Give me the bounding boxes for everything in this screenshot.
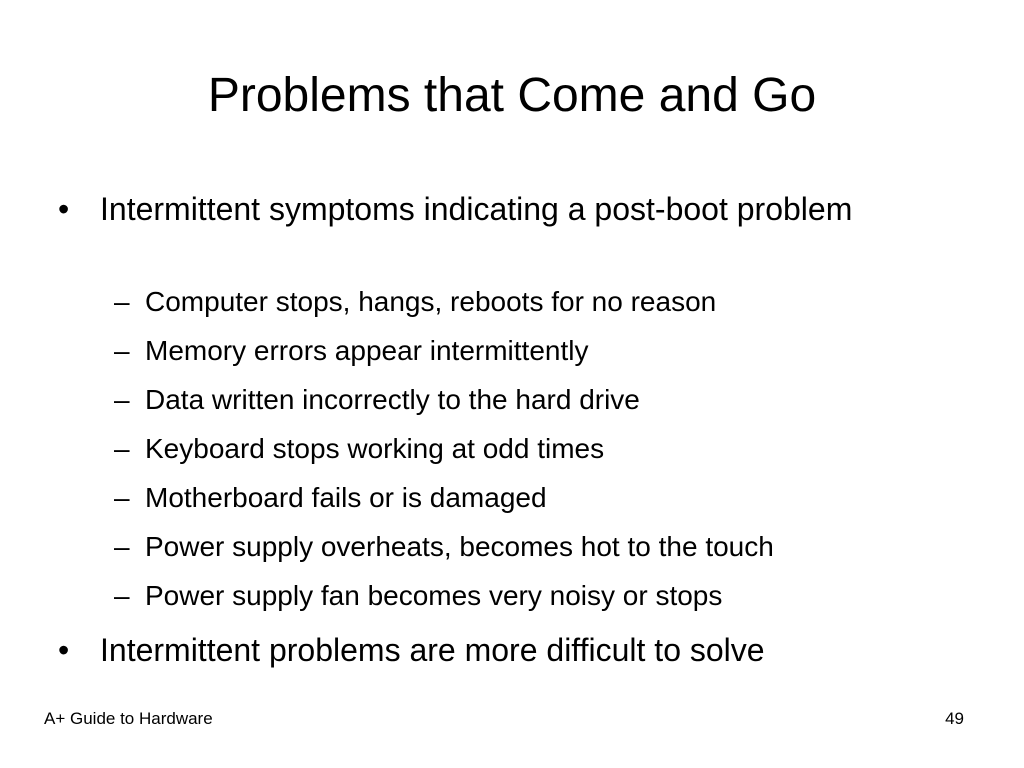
sub-bullet-item — [114, 432, 954, 466]
sub-bullet-marker: – — [114, 286, 130, 317]
bullet-item — [58, 630, 918, 670]
sub-bullet-item — [114, 579, 954, 613]
sub-bullet-text: Memory errors appear intermittently — [145, 335, 589, 366]
bullet-text: Intermittent problems are more difficult to solve — [100, 632, 765, 668]
sub-bullet-text: Power supply fan becomes very noisy or stops — [145, 580, 723, 611]
sub-bullet-text: Computer stops, hangs, reboots for no reason — [145, 286, 717, 317]
sub-bullet-marker: – — [114, 335, 130, 366]
sub-bullet-marker: – — [114, 580, 130, 611]
sub-bullet-text: Keyboard stops working at odd times — [145, 433, 605, 464]
slide-title: Problems that Come and Go — [207, 69, 817, 122]
page-number: 49 — [945, 709, 964, 728]
sub-bullet-text: Power supply overheats, becomes hot to the touch — [145, 531, 774, 562]
bullet-text: Intermittent symptoms indicating a post-boot problem — [100, 191, 853, 227]
sub-bullet-marker: – — [114, 384, 130, 415]
sub-bullet-item — [114, 334, 954, 368]
sub-bullet-marker: – — [114, 482, 130, 513]
bullet-item — [58, 189, 918, 229]
sub-bullet-item — [114, 285, 954, 319]
sub-bullet-item — [114, 481, 954, 515]
sub-bullet-text: Data written incorrectly to the hard drive — [145, 384, 640, 415]
sub-bullet-item — [114, 530, 954, 564]
bullet-marker: • — [58, 632, 70, 668]
sub-bullet-marker: – — [114, 531, 130, 562]
footer-title: A+ Guide to Hardware — [44, 709, 213, 728]
sub-bullet-marker: – — [114, 433, 130, 464]
sub-bullet-text: Motherboard fails or is damaged — [145, 482, 547, 513]
bullet-marker: • — [58, 191, 70, 227]
sub-bullet-item — [114, 383, 954, 417]
